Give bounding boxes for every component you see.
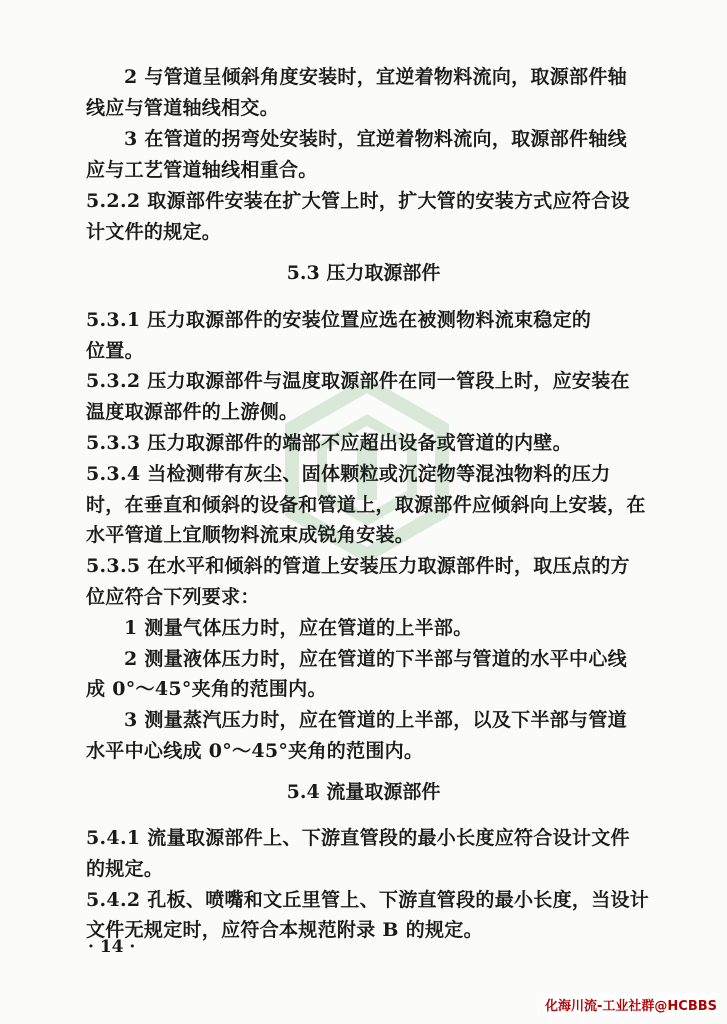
text-line: 5.3.1 压力取源部件的安装位置应选在被测物料流束稳定的 (86, 309, 592, 331)
page-number: · 14 · (88, 937, 136, 957)
text-line: 5.3.2 压力取源部件与温度取源部件在同一管段上时，应安装在 (86, 370, 630, 392)
text-line: 水平中心线成 0°～45°夹角的范围内。 (86, 740, 424, 762)
text-line: 位置。 (86, 340, 144, 362)
text-line: 1 测量气体压力时，应在管道的上半部。 (124, 617, 473, 639)
text-line: 文件无规定时，应符合本规范附录 B 的规定。 (86, 919, 483, 941)
section-heading: 5.4 流量取源部件 (286, 781, 441, 803)
text-line: 2 测量液体压力时，应在管道的下半部与管道的水平中心线 (124, 648, 627, 670)
text-line: 5.4.1 流量取源部件上、下游直管段的最小长度应符合设计文件 (86, 827, 630, 849)
text-line: 线应与管道轴线相交。 (86, 97, 280, 119)
text-line: 计文件的规定。 (86, 221, 222, 243)
text-line: 的规定。 (86, 858, 164, 880)
text-line: 3 在管道的拐弯处安装时，宜逆着物料流向，取源部件轴线 (124, 128, 627, 150)
text-line: 水平管道上宜顺物料流束成锐角安装。 (86, 524, 415, 546)
text-line: 5.2.2 取源部件安装在扩大管上时，扩大管的安装方式应符合设 (86, 190, 630, 212)
text-line: 2 与管道呈倾斜角度安装时，宜逆着物料流向，取源部件轴 (124, 66, 627, 88)
text-line: 温度取源部件的上游侧。 (86, 401, 299, 423)
text-line: 5.3.4 当检测带有灰尘、固体颗粒或沉淀物等混浊物料的压力 (86, 463, 611, 485)
brand-watermark: 化海川流-工业社群@HCBBS (543, 993, 719, 1016)
text-line: 位应符合下列要求： (86, 586, 260, 608)
text-line: 5.3.3 压力取源部件的端部不应超出设备或管道的内壁。 (86, 432, 572, 454)
section-heading: 5.3 压力取源部件 (286, 262, 441, 284)
text-line: 时，在垂直和倾斜的设备和管道上，取源部件应倾斜向上安装，在 (86, 494, 646, 516)
text-line: 3 测量蒸汽压力时，应在管道的上半部，以及下半部与管道 (124, 709, 627, 731)
text-line: 成 0°～45°夹角的范围内。 (86, 678, 327, 700)
text-line: 5.4.2 孔板、喷嘴和文丘里管上、下游直管段的最小长度，当设计 (86, 889, 650, 911)
text-line: 5.3.5 在水平和倾斜的管道上安装压力取源部件时，取压点的方 (86, 555, 630, 577)
text-line: 应与工艺管道轴线相重合。 (86, 159, 318, 181)
